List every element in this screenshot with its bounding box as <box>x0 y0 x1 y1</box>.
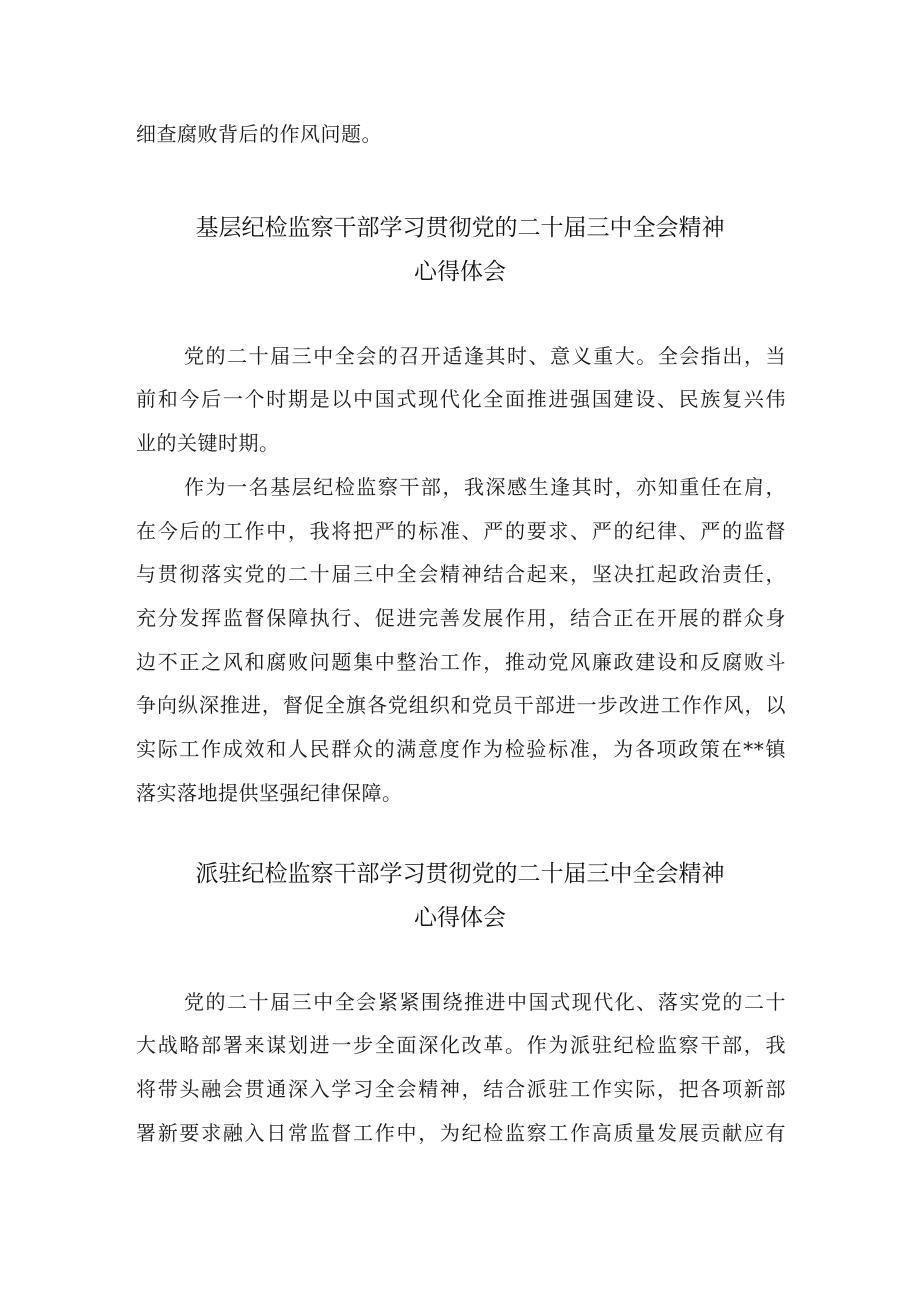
section1-para2-line: 充分发挥监督保障执行、促进完善发展作用，结合正在开展的群众身 <box>136 606 786 630</box>
section2-title-line1: 派驻纪检监察干部学习贯彻党的二十届三中全会精神 <box>195 861 725 887</box>
section1-para2-line: 落实落地提供坚强纪律保障。 <box>136 781 403 805</box>
section2-para1-line: 大战略部署来谋划进一步全面深化改革。作为派驻纪检监察干部，我 <box>136 1033 786 1057</box>
section1-para1-line: 党的二十届三中全会的召开适逢其时、意义重大。全会指出，当 <box>184 344 786 368</box>
section2-para1-line: 将带头融会贯通深入学习全会精神，结合派驻工作实际，把各项新部 <box>136 1077 786 1101</box>
section1-para1-line: 前和今后一个时期是以中国式现代化全面推进强国建设、民族复兴伟 <box>136 387 786 411</box>
section1-para2-line: 作为一名基层纪检监察干部，我深感生逢其时，亦知重任在肩， <box>184 475 786 499</box>
section1-title-line1: 基层纪检监察干部学习贯彻党的二十届三中全会精神 <box>195 215 725 241</box>
section1-para2-line: 实际工作成效和人民群众的满意度作为检验标准，为各项政策在**镇 <box>136 737 786 761</box>
intro-tail-line: 细查腐败背后的作风问题。 <box>136 122 382 146</box>
section2-para1-line: 署新要求融入日常监督工作中，为纪检监察工作高质量发展贡献应有 <box>136 1121 786 1145</box>
section1-title-line2: 心得体会 <box>414 259 506 285</box>
section1-para2-line: 在今后的工作中，我将把严的标准、严的要求、严的纪律、严的监督 <box>136 519 786 543</box>
section1-para2-line: 与贯彻落实党的二十届三中全会精神结合起来，坚决扛起政治责任， <box>136 562 786 586</box>
section2-para1-line: 党的二十届三中全会紧紧围绕推进中国式现代化、落实党的二十 <box>184 990 786 1014</box>
section1-para1-line: 业的关键时期。 <box>136 431 280 455</box>
section1-para2-line: 争向纵深推进，督促全旗各党组织和党员干部进一步改进工作作风，以 <box>136 693 786 717</box>
section2-title-line2: 心得体会 <box>414 905 506 931</box>
section1-para2-line: 边不正之风和腐败问题集中整治工作，推动党风廉政建设和反腐败斗 <box>136 650 786 674</box>
